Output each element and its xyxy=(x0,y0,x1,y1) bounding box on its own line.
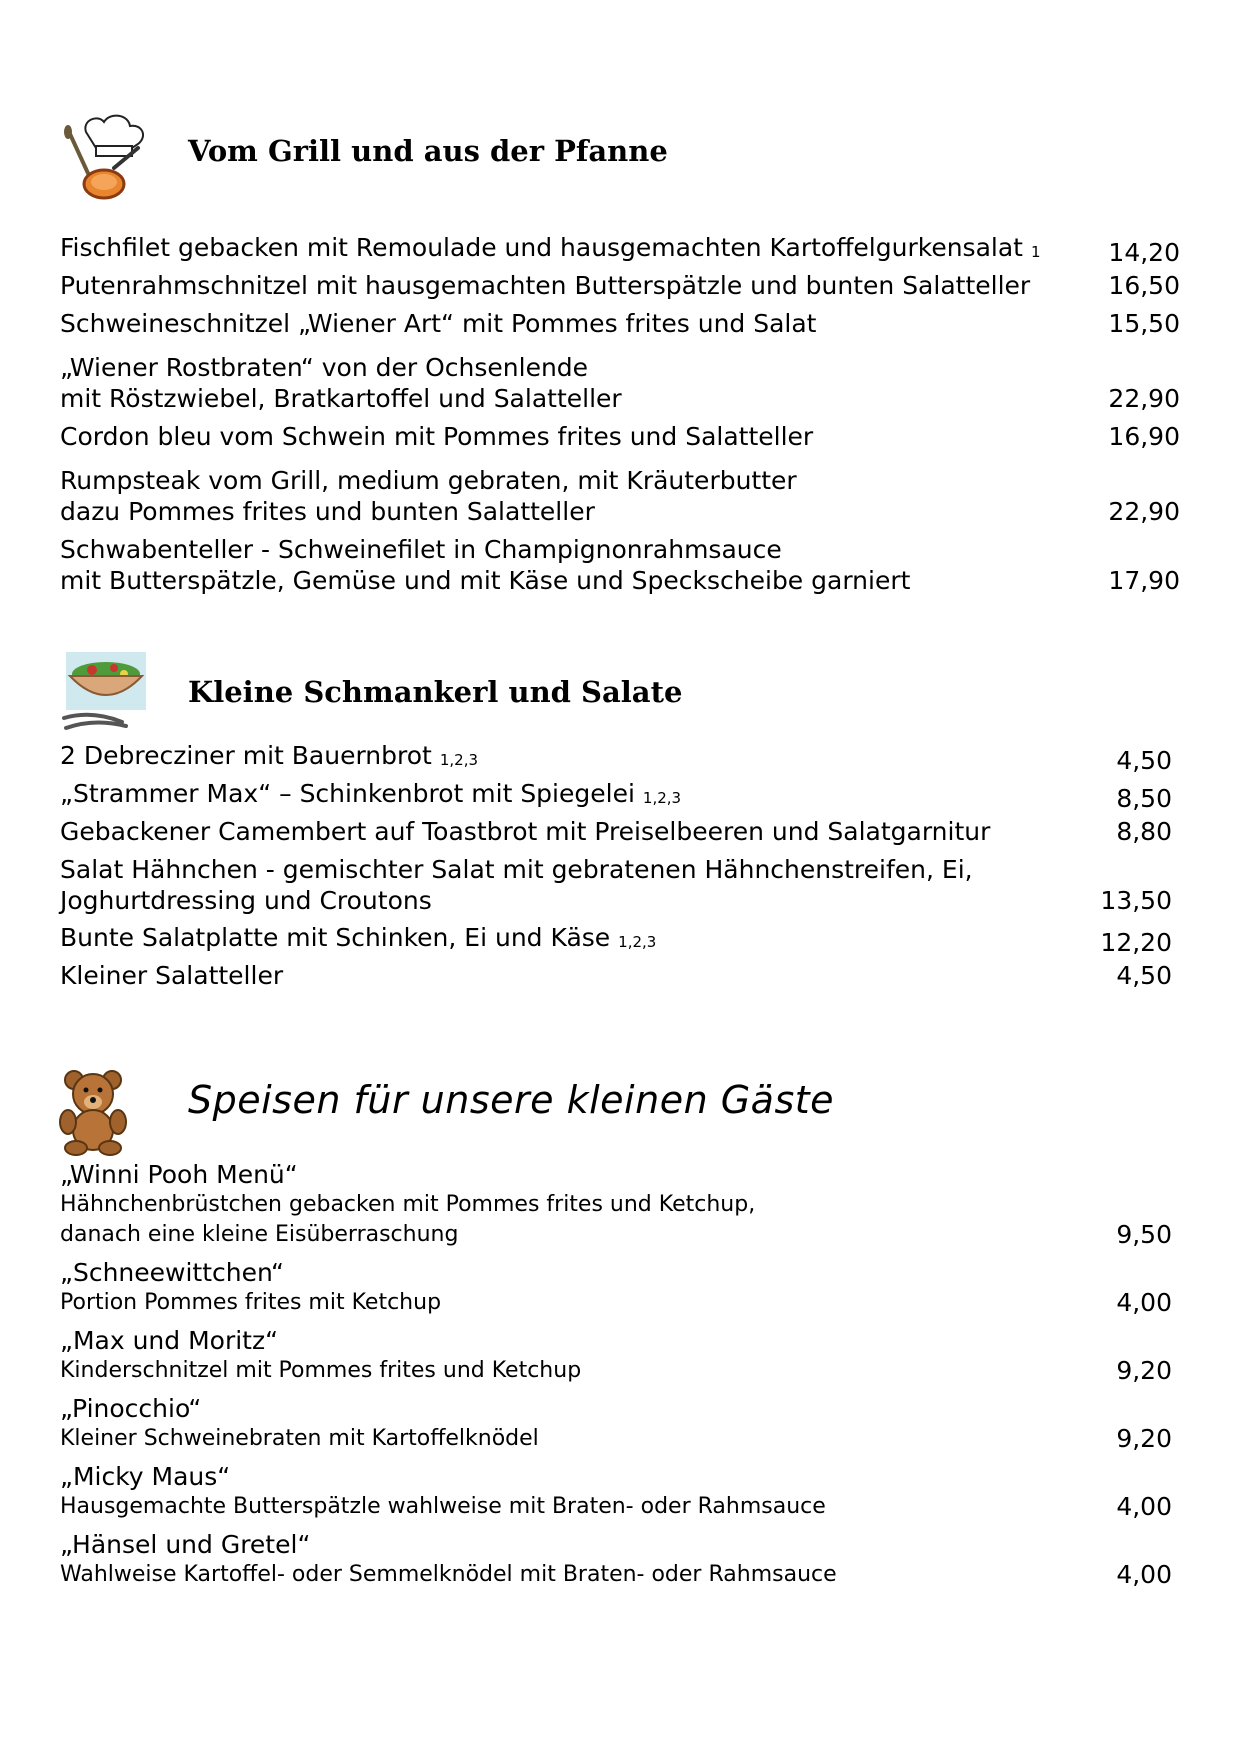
item-price: 16,50 xyxy=(1108,271,1180,300)
item-price: 9,50 xyxy=(1116,1220,1172,1249)
chef-hat-and-pan-icon xyxy=(56,112,152,208)
item-text: Gebackener Camembert auf Toastbrot mit Preiselbeeren und Salatgarnitur xyxy=(60,817,991,846)
item-text: „Strammer Max“ – Schinkenbrot mit Spiegelei xyxy=(60,779,635,808)
item-price: 4,50 xyxy=(1116,961,1172,990)
item-price: 16,90 xyxy=(1108,422,1180,451)
item-text: Cordon bleu vom Schwein mit Pommes frites und Salatteller xyxy=(60,422,814,451)
allergen-note: 1,2,3 xyxy=(642,789,682,807)
allergen-note: 1 xyxy=(1030,243,1041,261)
item-price: 4,00 xyxy=(1116,1492,1172,1521)
item-text: Joghurtdressing und Croutons xyxy=(60,886,432,915)
grill-item-1 xyxy=(60,232,1180,268)
item-price: 8,50 xyxy=(1116,784,1172,813)
kids-item-5 xyxy=(60,1462,1180,1522)
grill-item-4 xyxy=(60,352,1180,414)
grill-item-3 xyxy=(60,308,1180,339)
item-price: 8,80 xyxy=(1116,817,1172,846)
item-text: Fischfilet gebacken mit Remoulade und hausgemachten Kartoffelgurkensalat xyxy=(60,233,1023,262)
item-price: 4,00 xyxy=(1116,1560,1172,1589)
salads-item-5 xyxy=(60,922,1180,958)
item-text: Schwabenteller - Schweinefilet in Champignonrahmsauce xyxy=(60,535,782,564)
grill-item-5 xyxy=(60,421,1180,452)
salads-item-3 xyxy=(60,816,1180,847)
item-name: „Max und Moritz“ xyxy=(60,1326,279,1355)
item-text: Putenrahmschnitzel mit hausgemachten Butterspätzle und bunten Salatteller xyxy=(60,271,1031,300)
item-text: mit Röstzwiebel, Bratkartoffel und Salatteller xyxy=(60,384,622,413)
item-text: mit Butterspätzle, Gemüse und mit Käse und Speckscheibe garniert xyxy=(60,566,911,595)
item-price: 9,20 xyxy=(1116,1356,1172,1385)
item-text: „Wiener Rostbraten“ von der Ochsenlende xyxy=(60,353,589,382)
item-text: Portion Pommes frites mit Ketchup xyxy=(60,1290,442,1315)
item-text: Kleiner Schweinebraten mit Kartoffelknödel xyxy=(60,1426,539,1451)
item-text: Wahlweise Kartoffel- oder Semmelknödel mit Braten- oder Rahmsauce xyxy=(60,1562,837,1587)
kids-item-6 xyxy=(60,1530,1180,1590)
item-text: Kleiner Salatteller xyxy=(60,961,284,990)
item-name: „Schneewittchen“ xyxy=(60,1258,284,1287)
grill-item-7 xyxy=(60,534,1180,596)
item-price: 4,00 xyxy=(1116,1288,1172,1317)
item-text: danach eine kleine Eisüberraschung xyxy=(60,1222,459,1247)
allergen-note: 1,2,3 xyxy=(439,751,479,769)
item-name: „Pinocchio“ xyxy=(60,1394,202,1423)
salads-item-2 xyxy=(60,778,1180,814)
item-price: 22,90 xyxy=(1108,497,1180,526)
item-price: 12,20 xyxy=(1100,928,1172,957)
kids-item-1 xyxy=(60,1160,1180,1250)
kids-item-2 xyxy=(60,1258,1180,1318)
item-name: „Hänsel und Gretel“ xyxy=(60,1530,311,1559)
kids-item-3 xyxy=(60,1326,1180,1386)
item-name: „Micky Maus“ xyxy=(60,1462,231,1491)
item-text: Bunte Salatplatte mit Schinken, Ei und Käse xyxy=(60,923,611,952)
item-price: 15,50 xyxy=(1108,309,1180,338)
item-text: Schweineschnitzel „Wiener Art“ mit Pommes frites und Salat xyxy=(60,309,817,338)
item-text: Hähnchenbrüstchen gebacken mit Pommes frites und Ketchup, xyxy=(60,1192,756,1217)
teddy-bear-icon xyxy=(56,1066,132,1156)
grill-item-6 xyxy=(60,465,1180,527)
item-price: 22,90 xyxy=(1108,384,1180,413)
item-text: Salat Hähnchen - gemischter Salat mit gebratenen Hähnchenstreifen, Ei, xyxy=(60,855,973,884)
item-name: „Winni Pooh Menü“ xyxy=(60,1160,298,1189)
item-price: 9,20 xyxy=(1116,1424,1172,1453)
item-price: 13,50 xyxy=(1100,886,1172,915)
salads-item-1 xyxy=(60,740,1180,776)
item-price: 4,50 xyxy=(1116,746,1172,775)
item-price: 14,20 xyxy=(1108,238,1180,267)
salads-heading: Kleine Schmankerl und Salate xyxy=(188,675,683,709)
grill-heading: Vom Grill und aus der Pfanne xyxy=(188,134,668,168)
salad-bowl-icon xyxy=(62,652,148,736)
item-text: Hausgemachte Butterspätzle wahlweise mit Braten- oder Rahmsauce xyxy=(60,1494,826,1519)
item-text: 2 Debrecziner mit Bauernbrot xyxy=(60,741,432,770)
item-text: Kinderschnitzel mit Pommes frites und Ketchup xyxy=(60,1358,582,1383)
kids-item-4 xyxy=(60,1394,1180,1454)
item-price: 17,90 xyxy=(1108,566,1180,595)
kids-heading: Speisen für unsere kleinen Gäste xyxy=(188,1078,835,1122)
grill-item-2 xyxy=(60,270,1180,301)
salads-item-6 xyxy=(60,960,1180,991)
item-text: dazu Pommes frites und bunten Salatteller xyxy=(60,497,595,526)
salads-item-4 xyxy=(60,854,1180,916)
item-text: Rumpsteak vom Grill, medium gebraten, mit Kräuterbutter xyxy=(60,466,797,495)
allergen-note: 1,2,3 xyxy=(618,933,657,951)
